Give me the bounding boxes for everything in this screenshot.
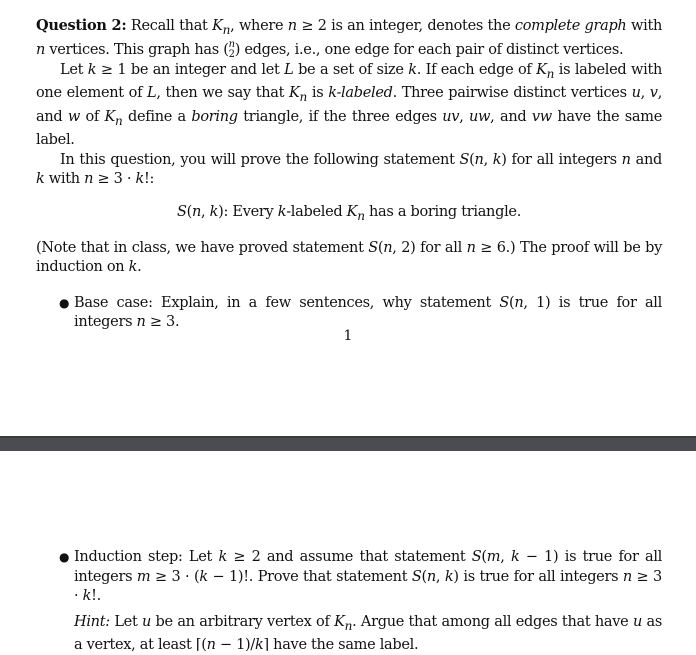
page-2-content — [36, 548, 662, 655]
statement-display: S(n, k): Every k-labeled $K_n$ has a boring triangle. — [36, 203, 662, 226]
statement-intro-paragraph: In this question, you will prove the following statement S(n, k) for all integers n and k with n ≥ 3 · k!: — [36, 151, 662, 190]
induction-step-text: Induction step: Let k ≥ 2 and assume that statement S(m, k − 1) is true for all integers m ≥ 3 · (k − 1)!. Prove that statement S(n, k) is true for all integers n ≥ 3 · k!. — [74, 549, 662, 604]
task-list-continued — [36, 548, 662, 655]
bullet-icon: ● — [59, 294, 69, 314]
question-intro-text: Recall that $K_n$, where n ≥ 2 is an integer, denotes the complete graph with n vertices. This graph has (n 2) edges, i.e., one edge for each pair of distinct vertices. — [36, 18, 662, 58]
question-intro-paragraph — [36, 16, 662, 61]
page-number: 1 — [0, 328, 696, 344]
question-label: Question 2: — [36, 17, 126, 34]
page-2 — [0, 451, 696, 647]
hint-paragraph: Hint: Let u be an arbitrary vertex of $K_n$. Argue that among all edges that have u as a vertex, at least ⌈(n − 1)/k⌉ have the same label. — [74, 613, 662, 655]
bullet-icon: ● — [59, 548, 69, 568]
page-1-content — [36, 16, 662, 333]
page-separator — [0, 436, 696, 451]
induction-step-item — [74, 548, 662, 655]
labeling-definition-paragraph: Let k ≥ 1 be an integer and let L be a set of size k. If each edge of $K_n$ is labeled with one element of L, then we say that $K_n$ is k-labeled. Three pairwise distinct vertices u, v, and w of $K_n$ define a boring triangle, if the three edges uv, uw, and vw have the same label. — [36, 61, 662, 151]
base-case-text: Base case: Explain, in a few sentences, why statement S(n, 1) is true for all integers n ≥ 3. — [74, 295, 662, 331]
note-paragraph: (Note that in class, we have proved statement S(n, 2) for all n ≥ 6.) The proof will be by induction on k. — [36, 239, 662, 278]
